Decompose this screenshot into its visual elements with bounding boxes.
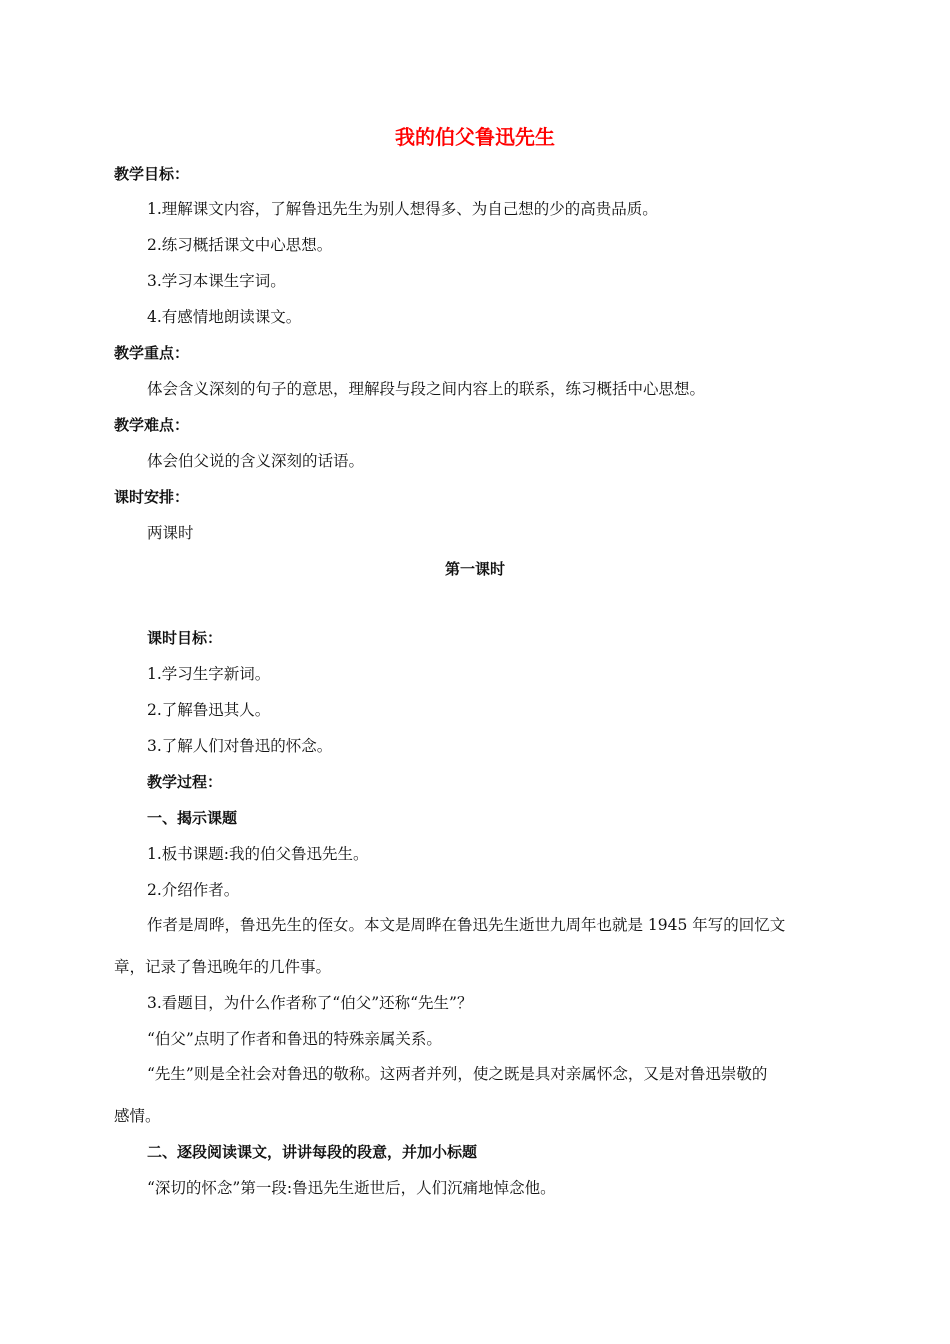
paragraph-line: 作者是周晔，鲁迅先生的侄女。本文是周晔在鲁迅先生逝世九周年也就是 1945 年写的回忆文 xyxy=(147,916,786,934)
objective-item: 2.练习概括课文中心思想。 xyxy=(147,236,333,254)
section-heading: 一、揭示课题 xyxy=(147,809,238,827)
lesson-objective-item: 1.学习生字新词。 xyxy=(147,665,271,683)
lesson-objective-item: 2.了解鲁迅其人。 xyxy=(147,701,271,719)
paragraph-line: 2.介绍作者。 xyxy=(147,881,240,899)
difficulty-heading: 教学难点： xyxy=(114,416,190,434)
schedule-heading: 课时安排： xyxy=(114,488,190,506)
paragraph-line: “深切的怀念”第一段:鲁迅先生逝世后，人们沉痛地悼念他。 xyxy=(147,1179,556,1197)
section-heading: 二、逐段阅读课文，讲讲每段的段意，并加小标题 xyxy=(147,1143,478,1161)
paragraph-line: 3.看题目，为什么作者称了“伯父”还称“先生”？ xyxy=(147,994,473,1012)
paragraph-line: “伯父”点明了作者和鲁迅的特殊亲属关系。 xyxy=(147,1030,442,1048)
paragraph-line: 感情。 xyxy=(114,1107,161,1125)
key-points-heading: 教学重点： xyxy=(114,344,190,362)
process-heading: 教学过程： xyxy=(147,773,223,791)
objective-item: 3.学习本课生字词。 xyxy=(147,272,286,290)
lesson-objective-item: 3.了解人们对鲁迅的怀念。 xyxy=(147,737,333,755)
paragraph-line: “先生”则是全社会对鲁迅的敬称。这两者并列，使之既是具对亲属怀念，又是对鲁迅崇敬的 xyxy=(147,1065,768,1083)
paragraph-line: 章，记录了鲁迅晚年的几件事。 xyxy=(114,958,332,976)
schedule-text: 两课时 xyxy=(147,524,194,542)
objective-item: 4.有感情地朗读课文。 xyxy=(147,308,302,326)
objectives-heading: 教学目标： xyxy=(114,165,190,183)
lesson-one-heading: 第一课时 xyxy=(444,560,505,578)
paragraph-line: 1.板书课题:我的伯父鲁迅先生。 xyxy=(147,845,369,863)
difficulty-text: 体会伯父说的含义深刻的话语。 xyxy=(147,452,365,470)
document-title: 我的伯父鲁迅先生 xyxy=(395,125,555,149)
objective-item: 1.理解课文内容，了解鲁迅先生为别人想得多、为自己想的少的高贵品质。 xyxy=(147,200,658,218)
lesson-objectives-heading: 课时目标： xyxy=(147,629,223,647)
key-points-text: 体会含义深刻的句子的意思，理解段与段之间内容上的联系，练习概括中心思想。 xyxy=(147,380,706,398)
